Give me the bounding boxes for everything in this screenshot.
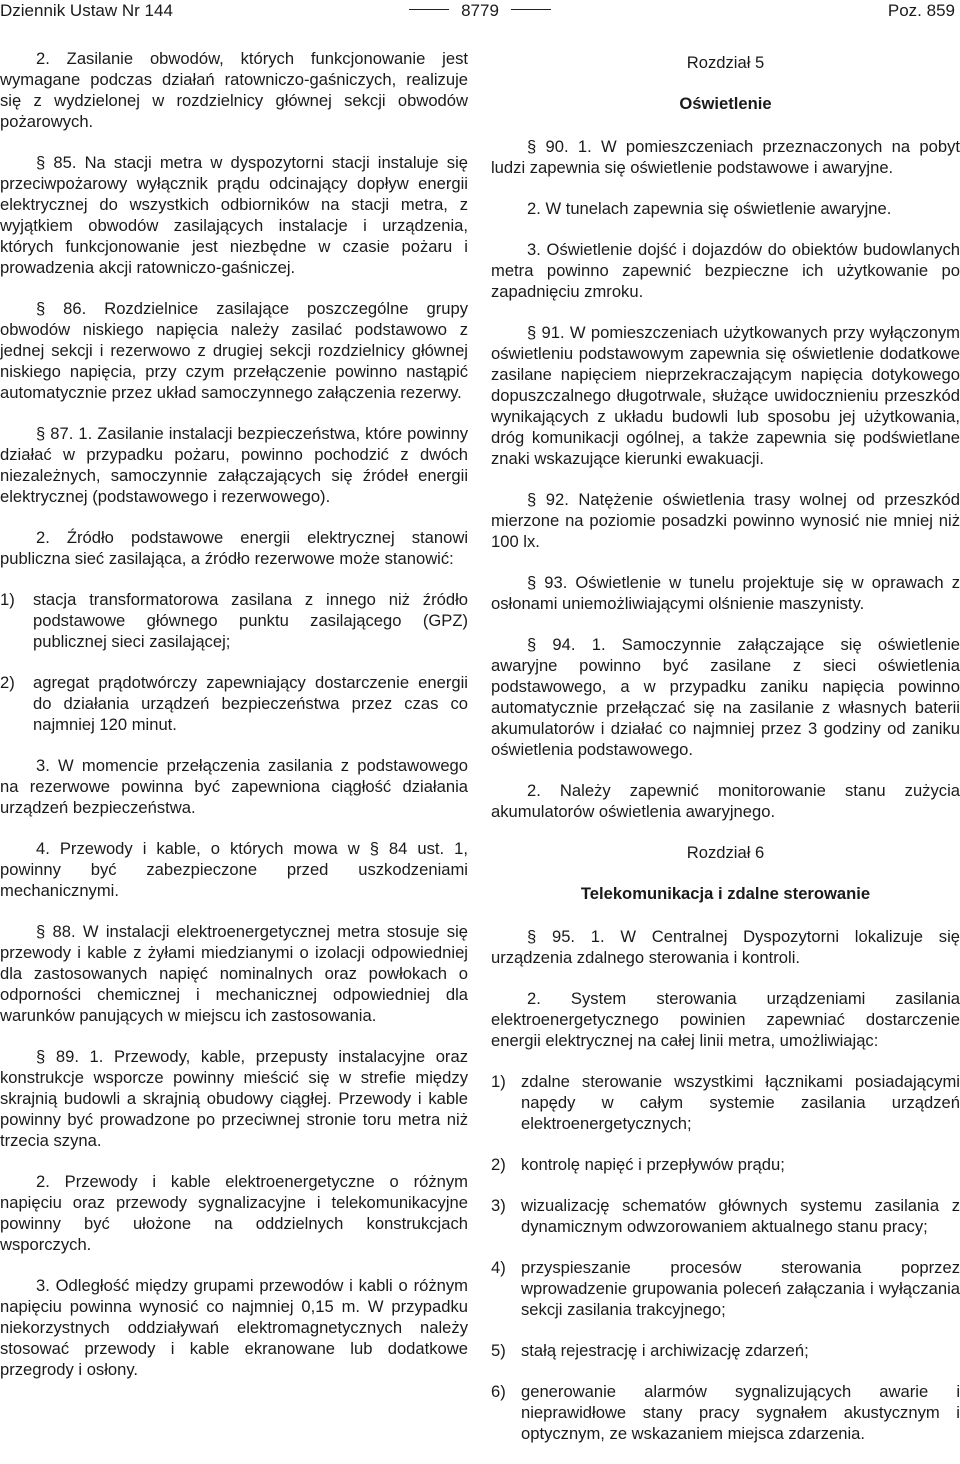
chapter-6-heading [491,842,960,904]
chapter-title: Oświetlenie [679,94,772,113]
paragraph-90-3: 3. Oświetlenie dojść i dojazdów do obiektów budowlanych metra powinno zapewnić bezpieczne ich użytkowanie po zapadnięciu zmroku. [491,240,960,301]
list-item-number: 2) [491,1155,506,1174]
page-header [0,0,960,22]
list-item-text: stacja transformatorowa zasilana z innego niż źródło podstawowe głównego punktu zasilającego (GPZ) publicznej sieci zasilającej; [33,590,468,651]
paragraph-90-2: 2. W tunelach zapewnia się oświetlenie awaryjne. [527,199,892,218]
left-column [0,48,468,1400]
list-item [491,1195,960,1237]
list-item-number: 1) [0,590,15,609]
list-item-text: wizualizację schematów głównych systemu zasilania z dynamicznym odwzorowaniem aktualnego stanu pracy; [521,1196,960,1236]
list-item-number: 3) [491,1196,506,1215]
paragraph-87-1: § 87. 1. Zasilanie instalacji bezpieczeństwa, które powinny działać w przypadku pożaru, powinno pochodzić z dwóch niezależnych, samoczynnie załączających się źródeł energii elektrycznej (podstawowego i rezerwowego). [0,424,468,506]
position-number: Poz. 859 [887,1,955,20]
paragraph-87-2: 2. Źródło podstawowe energii elektrycznej stanowi publiczna sieć zasilająca, a źródło rezerwowe może stanowić: [0,528,468,568]
list-item-text: kontrolę napięć i przepływów prądu; [521,1155,785,1174]
list-item [491,1154,960,1175]
page-number: 8779 [0,1,960,21]
paragraph-90-1: § 90. 1. W pomieszczeniach przeznaczonych na pobyt ludzi zapewnia się oświetlenie podstawowe i awaryjne. [491,137,960,177]
list-item-text: stałą rejestrację i archiwizację zdarzeń; [521,1341,809,1360]
paragraph-95-1: § 95. 1. W Centralnej Dyspozytorni lokalizuje się urządzenia zdalnego sterowania i kontroli. [491,927,960,967]
paragraph-86: § 86. Rozdzielnice zasilające poszczególne grupy obwodów niskiego napięcia należy zasilać podstawowo z jednej sekcji i rezerwowo z drugiej sekcji rozdzielnicy głównej niskiego napięcia, przy czym przełączenie powinno nastąpić automatycznie przez układ samoczynnego załączenia rezerwy. [0,299,468,402]
journal-title: Dziennik Ustaw Nr 144 [0,1,173,20]
paragraph-91: § 91. W pomieszczeniach użytkowanych przy wyłączonym oświetleniu podstawowym zapewnia się oświetlenie dodatkowe zasilane napięciem nieprzekraczającym napięcia dotykowego dopuszczalnego długotrwale, służące uwidocznieniu przeszkód wynikających z układu budowli lub sposobu jej użytkowania, dróg komunikacji ogólnej, a także zapewnia się podświetlane znaki wskazujące kierunki ewakuacji. [491,323,960,468]
paragraph-94-1: § 94. 1. Samoczynnie załączające się oświetlenie awaryjne powinno być zasilane z sieci oświetlenia podstawowego, a w przypadku zaniku napięcia powinno automatycznie przełączać się na zasilanie z własnych baterii akumulatorów i działać co najmniej przez 3 godziny od zaniku oświetlenia podstawowego. [491,635,960,759]
list-item-text: przyspieszanie procesów sterowania poprzez wprowadzenie grupowania poleceń załączania i wyłączania sekcji zasilania trakcyjnego; [521,1258,960,1319]
list-item-text: generowanie alarmów sygnalizujących awarie i nieprawidłowe stany pracy sygnałem akustycznym i optycznym, ze wskazaniem miejsca zdarzenia. [521,1382,960,1443]
paragraph-94-2: 2. Należy zapewnić monitorowanie stanu zużycia akumulatorów oświetlenia awaryjnego. [491,781,960,821]
list-item-text: zdalne sterowanie wszystkimi łącznikami posiadającymi napędy w całym systemie zasilania urządzeń elektroenergetycznych; [521,1072,960,1133]
paragraph-88: § 88. W instalacji elektroenergetycznej metra stosuje się przewody i kable z żyłami miedzianymi o izolacji odpowiedniej dla zastosowanych napięć nominalnych oraz powłokach o odporności chemicznej i mechanicznej odpowiedniej dla warunków panujących w miejscu ich zastosowania. [0,922,468,1025]
paragraph-87-3: 3. W momencie przełączenia zasilania z podstawowego na rezerwowe powinna być zapewniona ciągłość działania urządzeń bezpieczeństwa. [0,756,468,817]
paragraph-85: § 85. Na stacji metra w dyspozytorni stacji instaluje się przeciwpożarowy wyłącznik prądu odcinający dopływ energii elektrycznej do wszystkich odbiorników na stacji metra, z wyjątkiem obwodów zasilających instalacje i urządzenia, których funkcjonowanie jest niezbędne w czasie pożaru i prowadzenia akcji ratowniczo-gaśniczej. [0,153,468,277]
list-item [491,1257,960,1320]
paragraph-89-1: § 89. 1. Przewody, kable, przepusty instalacyjne oraz konstrukcje wsporcze powinny mieścić się w strefie między skrajnią budowli a skrajnią obudowy ciągłej. Przewody i kable powinny być prowadzone po przeciwnej stronie toru metra niż trzecia szyna. [0,1047,468,1150]
chapter-title: Telekomunikacja i zdalne sterowanie [580,884,871,903]
paragraph-92: § 92. Natężenie oświetlenia trasy wolnej od przeszkód mierzone na poziomie posadzki powinno wynosić nie mniej niż 100 lx. [491,490,960,551]
list-item-number: 2) [0,673,15,692]
list-item-text: agregat prądotwórczy zapewniający dostarczenie energii do działania urządzeń bezpieczeństwa przez czas co najmniej 120 minut. [33,673,468,734]
paragraph-89-3: 3. Odległość między grupami przewodów i kabli o różnym napięciu powinna wynosić co najmniej 0,15 m. W przypadku niekorzystnych oddziaływań elektromagnetycznych należy stosować przewody i kable ekranowane lub dodatkowe przegrody i osłony. [0,1276,468,1379]
list-item [0,589,468,652]
chapter-label: Rozdział 5 [686,53,765,72]
paragraph-93: § 93. Oświetlenie w tunelu projektuje się w oprawach z osłonami uniemożliwiającymi olśnienie maszynisty. [491,573,960,613]
list-item [491,1071,960,1134]
chapter-5-heading [491,52,960,114]
list-item [491,1340,960,1361]
list-item-number: 5) [491,1341,506,1360]
paragraph-87-4: 4. Przewody i kable, o których mowa w § 84 ust. 1, powinny być zabezpieczone przed uszkodzeniami mechanicznymi. [0,839,468,900]
chapter-label: Rozdział 6 [686,843,765,862]
list-item-number: 4) [491,1258,506,1277]
list-item [491,1381,960,1444]
list-item-number: 1) [491,1072,506,1091]
list-item-number: 6) [491,1382,506,1401]
paragraph-95-2: 2. System sterowania urządzeniami zasilania elektroenergetycznego powinien zapewniać dostarczenie energii elektrycznej na całej linii metra, umożliwiając: [491,989,960,1050]
right-column [491,48,960,1464]
paragraph-89-2: 2. Przewody i kable elektroenergetyczne o różnym napięciu oraz przewody sygnalizacyjne i telekomunikacyjne powinny być ułożone na oddzielnych konstrukcjach wsporczych. [0,1172,468,1254]
list-item [0,672,468,735]
paragraph-84-2: 2. Zasilanie obwodów, których funkcjonowanie jest wymagane podczas działań ratowniczo-gaśniczych, realizuje się z wydzielonej w rozdzielnicy głównej sekcji obwodów pożarowych. [0,49,468,131]
